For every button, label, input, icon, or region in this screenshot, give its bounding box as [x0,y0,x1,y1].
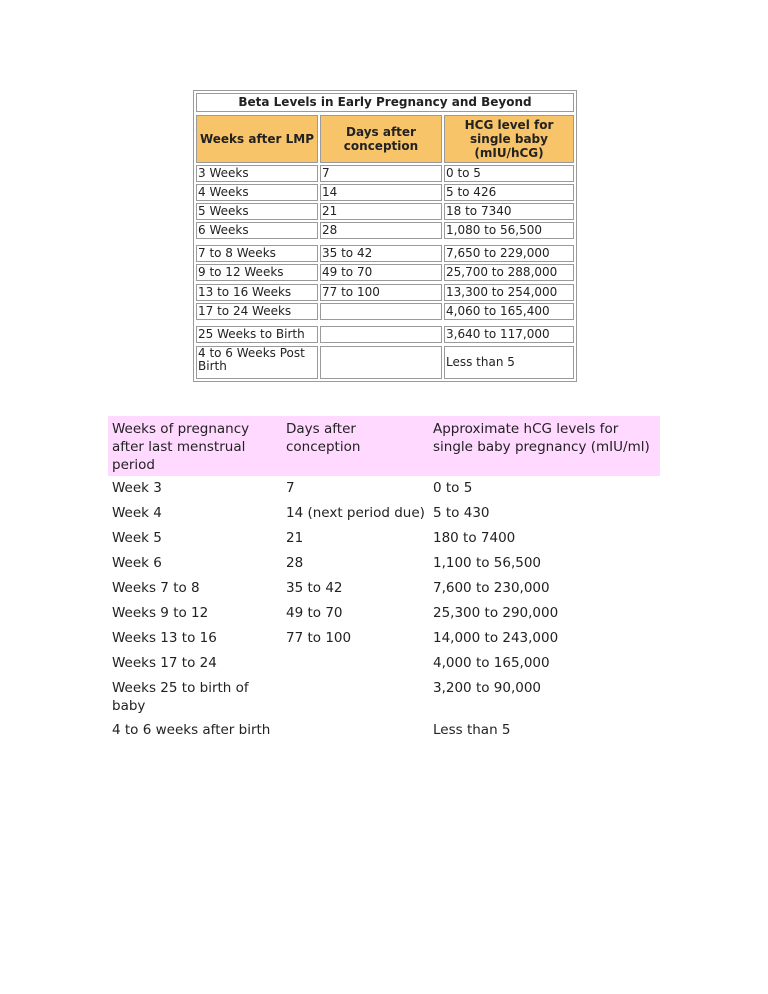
table1-header-days: Days after conception [320,115,442,163]
table2-cell: 14 (next period due) [286,505,425,521]
table1-cell: 5 Weeks [196,203,318,220]
table2-cell: Weeks 13 to 16 [112,630,217,646]
table1-cell: 7 to 8 Weeks [196,245,318,262]
table-row [108,626,660,651]
table1-cell: 4 to 6 Weeks Post Birth [196,346,318,379]
table2-cell: 77 to 100 [286,630,352,646]
table-row [108,718,660,743]
table2-cell: 25,300 to 290,000 [433,605,559,621]
table1-cell: 1,080 to 56,500 [444,222,574,239]
table2-header-hcg: Approximate hCG levels for single baby pregnancy (mIU/ml) [433,421,650,455]
table2-cell: 7,600 to 230,000 [433,580,550,596]
table-row [108,526,660,551]
table1-cell: 0 to 5 [444,165,574,182]
table1-cell: 3 Weeks [196,165,318,182]
table1-cell: 14 [320,184,442,201]
table2-header-weeks: Weeks of pregnancy after last menstrual period [112,421,250,473]
table2-cell: 5 to 430 [433,505,490,521]
table2-cell: Weeks 25 to birth of baby [112,680,249,714]
table2-cell: 35 to 42 [286,580,343,596]
table2-cell: 21 [286,530,304,546]
table1-cell: 18 to 7340 [444,203,574,220]
table2-header-days: Days after conception [286,421,361,455]
table2-cell: 14,000 to 243,000 [433,630,559,646]
table1-cell [320,346,442,379]
table-row [108,601,660,626]
table2-cell: Weeks 9 to 12 [112,605,209,621]
table1-cell: 13,300 to 254,000 [444,284,574,301]
table1-cell: 9 to 12 Weeks [196,264,318,281]
table1-cell: 25,700 to 288,000 [444,264,574,281]
table2-cell: Week 3 [112,480,162,496]
table1-cell: 13 to 16 Weeks [196,284,318,301]
table2-cell: 4,000 to 165,000 [433,655,550,671]
table1-cell: 6 Weeks [196,222,318,239]
table1-cell: Less than 5 [444,346,574,379]
table2-cell: 1,100 to 56,500 [433,555,542,571]
table1-cell: 4 Weeks [196,184,318,201]
table1-header-weeks: Weeks after LMP [196,115,318,163]
table2-cell: 3,200 to 90,000 [433,680,542,696]
table1-cell: 4,060 to 165,400 [444,303,574,320]
table1-cell: 7,650 to 229,000 [444,245,574,262]
table-row [108,476,660,501]
table2-cell: 180 to 7400 [433,530,516,546]
table2-cell: Weeks 17 to 24 [112,655,217,671]
table2-cell: 4 to 6 weeks after birth [112,722,271,738]
table2-cell: Week 5 [112,530,162,546]
table2-cell: Less than 5 [433,722,511,738]
table2-cell: Week 4 [112,505,162,521]
beta-levels-table [193,90,577,382]
table1-cell: 7 [320,165,442,182]
table2-cell: 7 [286,480,295,496]
hcg-levels-table [108,416,660,743]
table-row [108,551,660,576]
table1-cell [320,326,442,343]
table1-cell: 17 to 24 Weeks [196,303,318,320]
table-row [108,651,660,676]
table1-cell: 5 to 426 [444,184,574,201]
table2-cell: Week 6 [112,555,162,571]
table2-header-row [108,416,660,476]
table1-cell: 28 [320,222,442,239]
table1-cell: 49 to 70 [320,264,442,281]
table1-cell: 3,640 to 117,000 [444,326,574,343]
table2-cell: Weeks 7 to 8 [112,580,200,596]
table2-cell: 28 [286,555,304,571]
table1-cell: 21 [320,203,442,220]
table-row [108,501,660,526]
table2-cell: 49 to 70 [286,605,343,621]
table1-cell [320,303,442,320]
table-row [108,676,660,718]
table1-cell: 25 Weeks to Birth [196,326,318,343]
table1-cell: 77 to 100 [320,284,442,301]
table-row [108,576,660,601]
table2-cell: 0 to 5 [433,480,473,496]
table1-cell: 35 to 42 [320,245,442,262]
table1-title: Beta Levels in Early Pregnancy and Beyond [196,93,574,112]
table1-header-hcg: HCG level for single baby (mIU/hCG) [444,115,574,163]
